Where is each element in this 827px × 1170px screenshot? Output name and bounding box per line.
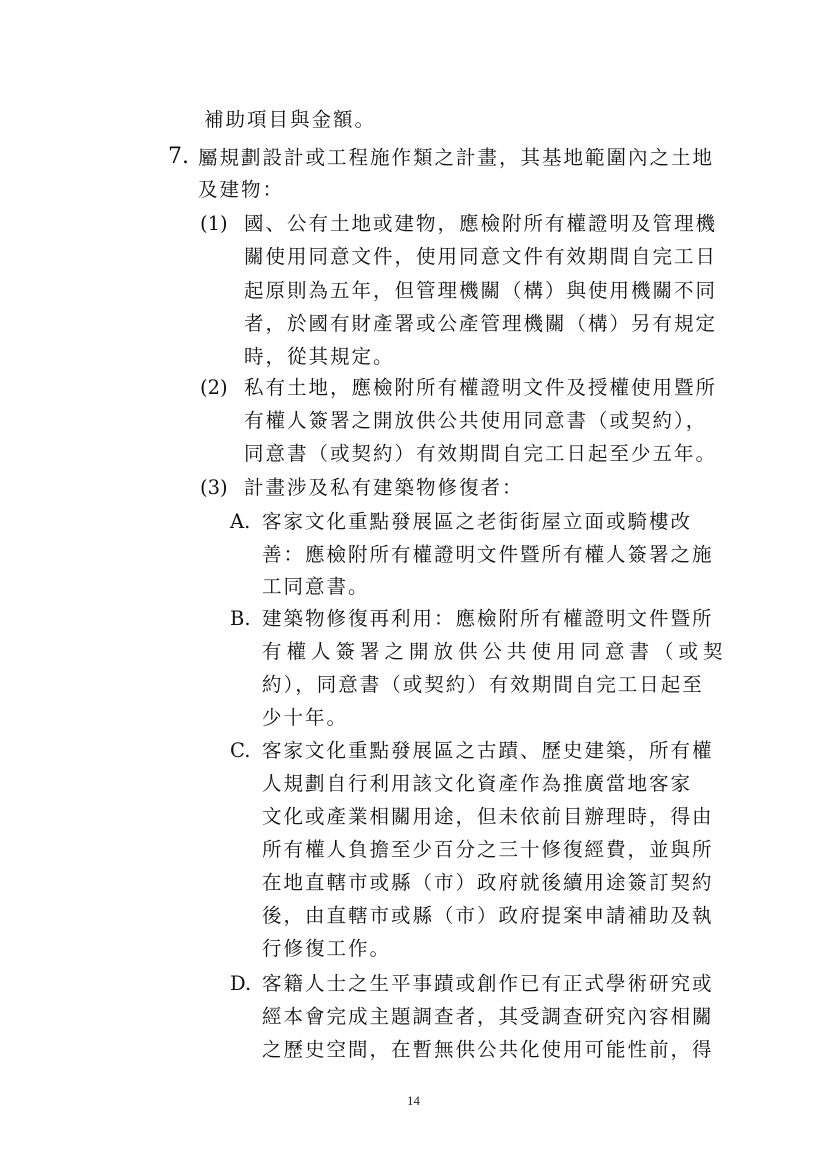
item-c-line-6: 後，由直轄市或縣（市）政府提案申請補助及執	[262, 904, 714, 927]
item-b-line-2: 有權人簽署之開放供公共使用同意書（或契	[262, 640, 728, 663]
item-d-line-2: 經本會完成主題調查者，其受調查研究內容相關	[262, 1005, 714, 1028]
item-7-line-1: 屬規劃設計或工程施作類之計畫，其基地範圍內之土地	[198, 146, 715, 169]
item-c-line-2: 人規劃自行利用該文化資產作為推廣當地客家	[262, 772, 693, 795]
sub-1-line-2: 關使用同意文件，使用同意文件有效期間自完工日	[244, 245, 718, 268]
item-c-line-1: 客家文化重點發展區之古蹟、歷史建築，所有權	[262, 739, 714, 762]
sub-1-line-5: 時，從其規定。	[244, 345, 395, 368]
item-d-marker: D.	[230, 972, 252, 995]
page-number: 14	[407, 1093, 420, 1108]
item-c-line-7: 行修復工作。	[262, 937, 392, 960]
item-a-line-3: 工同意書。	[262, 575, 370, 598]
item-b-marker: B.	[230, 607, 251, 630]
item-b-line-1: 建築物修復再利用：應檢附所有權證明文件暨所	[262, 607, 714, 630]
item-d-line-3: 之歷史空間，在暫無供公共化使用可能性前，得	[262, 1038, 714, 1061]
item-c-line-4: 所有權人負擔至少百分之三十修復經費，並與所	[262, 838, 714, 861]
sub-1-line-4: 者，於國有財產署或公產管理機關（構）另有規定	[244, 312, 718, 335]
item-a-marker: A.	[230, 510, 251, 533]
item-b-line-4: 少十年。	[262, 706, 349, 729]
item-c-marker: C.	[230, 739, 251, 762]
sub-2-marker: (2)	[200, 376, 228, 399]
item-7-line-2: 及建物：	[198, 178, 285, 201]
item-a-line-2: 善：應檢附所有權證明文件暨所有權人簽署之施	[262, 543, 714, 566]
item-7-marker: 7.	[168, 144, 189, 169]
item-a-line-1: 客家文化重點發展區之老街街屋立面或騎樓改	[262, 510, 693, 533]
sub-3-line-1: 計畫涉及私有建築物修復者：	[244, 476, 524, 499]
sub-2-line-2: 有權人簽署之開放供公共使用同意書（或契約），	[244, 409, 708, 432]
sub-2-line-3: 同意書（或契約）有效期間自完工日起至少五年。	[244, 442, 718, 465]
sub-3-marker: (3)	[200, 476, 228, 499]
continuation-line: 補助項目與金額。	[204, 108, 377, 131]
sub-1-line-3: 起原則為五年，但管理機關（構）與使用機關不同	[244, 279, 718, 302]
item-b-line-3: 約），同意書（或契約）有效期間自完工日起至	[262, 673, 704, 696]
sub-2-line-1: 私有土地，應檢附所有權證明文件及授權使用暨所	[244, 376, 718, 399]
sub-1-line-1: 國、公有土地或建物，應檢附所有權證明及管理機	[244, 212, 718, 235]
sub-1-marker: (1)	[200, 212, 228, 235]
item-d-line-1: 客籍人士之生平事蹟或創作已有正式學術研究或	[262, 972, 714, 995]
item-c-line-3: 文化或產業相關用途，但未依前目辦理時，得由	[262, 805, 714, 828]
item-c-line-5: 在地直轄市或縣（市）政府就後續用途簽訂契約	[262, 871, 714, 894]
